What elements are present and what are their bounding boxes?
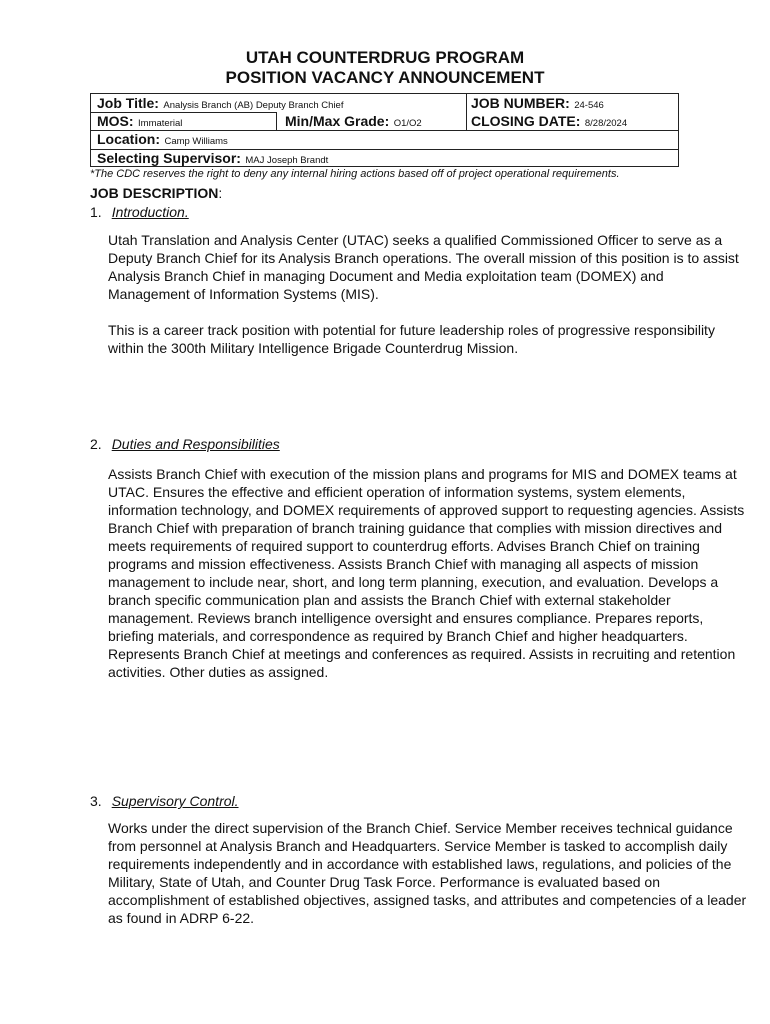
duties-paragraph: Assists Branch Chief with execution of the mission plans and programs for MIS and DOMEX teams at UTAC. Ensures the effective and efficient operation of information systems, system elements, information technology, and DOMEX requirements of approved support to requesting agencies. Assists Branch Chief with preparation of branch training guidance that complies with mission directives and meets requirements of required support to counterdrug efforts. Advises Branch Chief on training programs and mission effectiveness. Assists Branch Chief with managing all aspects of mission management to include near, short, and long term planning, execution, and evaluation. Develops a branch specific communication plan and assists the Branch Chief with external stakeholder management. Reviews branch intelligence oversight and ensures compliance. Prepares reports, briefing materials, and correspondence as required by Branch Chief and higher headquarters. Represents Branch Chief at meetings and conferences as required. Assists in recruiting and retention activities. Other duties as assigned. xyxy=(108,466,745,680)
mos-row xyxy=(97,113,182,131)
section-introduction-heading xyxy=(90,204,189,220)
section-number: 1. xyxy=(90,204,102,220)
job-number-value: 24-546 xyxy=(574,100,604,111)
supervisor-row xyxy=(97,150,328,168)
location-label: Location: xyxy=(97,131,160,147)
job-description-label: JOB DESCRIPTION xyxy=(90,185,219,201)
location-value: Camp Williams xyxy=(164,136,228,147)
introduction-paragraph-2: This is a career track position with potential for future leadership roles of progressive responsibility within the 300th Military Intelligence Brigade Counterdrug Mission. xyxy=(108,322,715,356)
section-number: 3. xyxy=(90,793,102,809)
introduction-paragraph-1: Utah Translation and Analysis Center (UTAC) seeks a qualified Commissioned Officer to serve as a Deputy Branch Chief for its Analysis Branch operations. The overall mission of this position is to assist Analysis Branch Chief in managing Document and Media exploitation team (DOMEX) and Management of Information Systems (MIS). xyxy=(108,232,739,302)
job-info-table xyxy=(90,93,679,167)
supervisory-paragraph: Works under the direct supervision of the Branch Chief. Service Member receives technical guidance from personnel at Analysis Branch and Headquarters. Service Member is tasked to accomplish daily requirements independently and in accordance with established laws, regulations, and policies of the Military, State of Utah, and Counter Drug Task Force. Performance is evaluated based on accomplishment of established objectives, assigned tasks, and attributes and competencies of a leader as found in ADRP 6-22. xyxy=(108,820,747,926)
section-title: Supervisory Control. xyxy=(111,793,239,809)
section-supervisory-heading xyxy=(90,793,239,809)
section-title: Duties and Responsibilities xyxy=(111,436,280,452)
job-description-heading: JOB DESCRIPTION: xyxy=(90,185,223,201)
supervisor-label: Selecting Supervisor: xyxy=(97,150,241,166)
job-number-label: JOB NUMBER: xyxy=(471,95,570,111)
supervisor-value: MAJ Joseph Brandt xyxy=(245,155,329,166)
cdc-disclaimer-note: *The CDC reserves the right to deny any internal hiring actions based off of project operational requirements. xyxy=(90,168,620,180)
job-title-value: Analysis Branch (AB) Deputy Branch Chief xyxy=(163,100,344,111)
grade-value: O1/O2 xyxy=(393,118,422,129)
section-number: 2. xyxy=(90,436,102,452)
location-row xyxy=(97,131,228,149)
document-title-line1: UTAH COUNTERDRUG PROGRAM xyxy=(245,48,525,67)
job-number-row xyxy=(471,95,604,113)
closing-date-value: 8/28/2024 xyxy=(584,118,628,129)
grade-label: Min/Max Grade: xyxy=(285,113,390,129)
mos-label: MOS: xyxy=(97,113,134,129)
closing-date-label: CLOSING DATE: xyxy=(471,113,581,129)
section-duties-heading xyxy=(90,436,280,452)
section-title: Introduction. xyxy=(111,204,189,220)
grade-row xyxy=(285,113,422,131)
mos-value: Immaterial xyxy=(138,118,183,129)
job-title-row xyxy=(97,95,343,113)
document-title-line2: POSITION VACANCY ANNOUNCEMENT xyxy=(225,68,545,87)
job-title-label: Job Title: xyxy=(97,95,159,111)
closing-date-row xyxy=(471,113,627,131)
